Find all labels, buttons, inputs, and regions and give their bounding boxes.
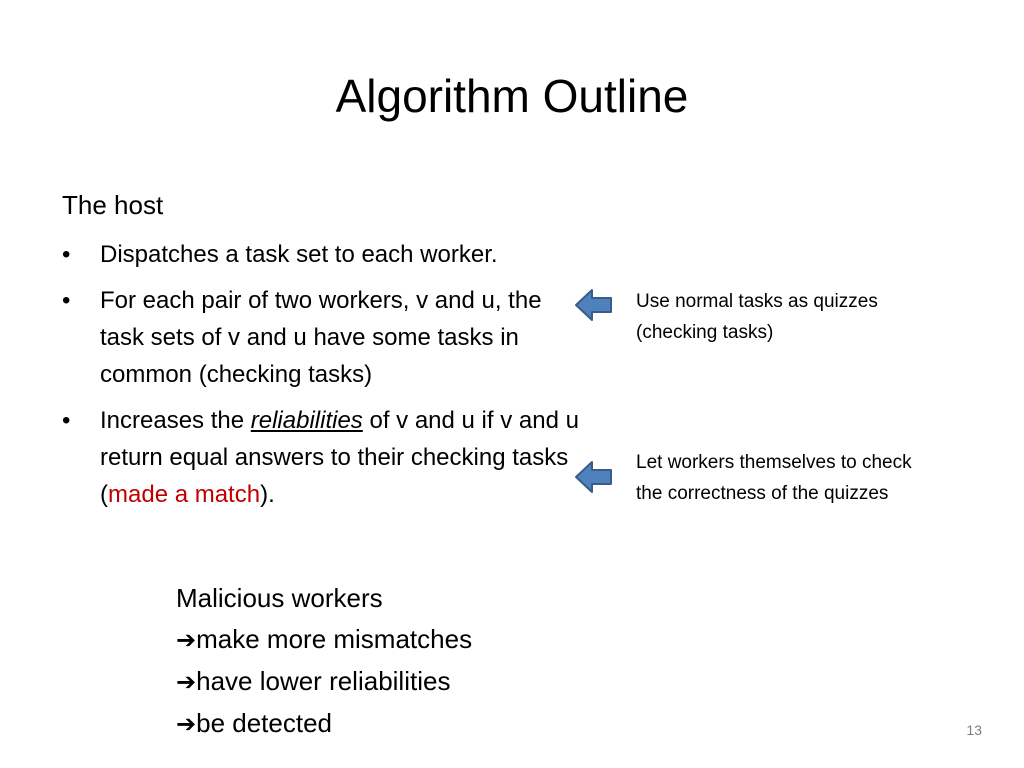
left-arrow-icon — [574, 287, 614, 323]
malicious-workers-block — [176, 578, 472, 745]
bullet-text-middle: of v and u if v and u return equal answers to their checking tasks ( — [100, 407, 579, 508]
consequence-line — [176, 703, 472, 745]
consequence-text: make more mismatches — [196, 624, 473, 654]
bullet-dot: • — [62, 287, 71, 314]
bullet-dot: • — [62, 407, 71, 434]
note-quizzes: Use normal tasks as quizzes (checking tasks) — [636, 291, 878, 343]
highlighted-phrase: made a match — [108, 481, 261, 508]
note-correctness: Let workers themselves to check the correctness of the quizzes — [636, 452, 912, 504]
emphasized-term: reliabilities — [250, 407, 363, 434]
right-arrow-icon: ➔ — [176, 669, 197, 696]
bullet-dot: • — [62, 241, 71, 268]
bullet-text-prefix: Increases the — [100, 407, 251, 434]
section-heading: The host — [62, 190, 164, 220]
left-arrow-icon — [574, 459, 614, 495]
bullet-list — [62, 236, 582, 522]
consequence-line — [176, 661, 472, 703]
right-arrow-icon: ➔ — [176, 627, 197, 654]
consequence-line — [176, 619, 472, 661]
consequence-text: have lower reliabilities — [196, 666, 451, 696]
bullet-item — [62, 402, 582, 513]
bullet-text-suffix: ). — [260, 481, 275, 508]
consequence-text: be detected — [196, 708, 332, 738]
bullet-item — [62, 282, 582, 393]
slide-title: Algorithm Outline — [335, 70, 689, 122]
page-number: 13 — [966, 722, 982, 738]
right-arrow-icon: ➔ — [176, 711, 197, 738]
malicious-heading: Malicious workers — [176, 583, 383, 613]
bullet-text: For each pair of two workers, v and u, the task sets of v and u have some tasks in common (checking tasks) — [100, 287, 542, 388]
bullet-text: Dispatches a task set to each worker. — [100, 241, 498, 268]
bullet-item — [62, 236, 582, 273]
